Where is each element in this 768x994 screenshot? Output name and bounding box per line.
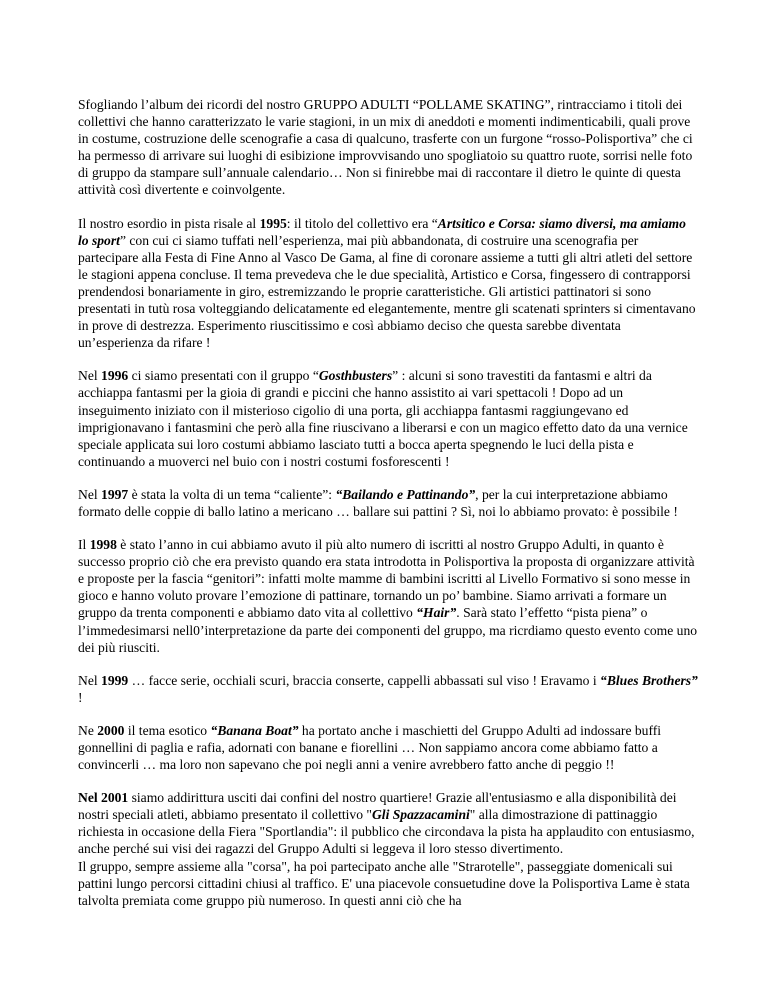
collective-title-1997: “Bailando e Pattinando”: [335, 486, 476, 502]
paragraph-2000: Ne 2000 il tema esotico “Banana Boat” ha portato anche i maschietti del Gruppo Adulti ad indossare buffi gonnellini di paglia e rafia, adornati con banane e fiorellini … Non sappiamo ancora come abbiamo fatto a convincerli … ma loro non sapevano che poi negli anni a venire avrebbero fatto anche di peggio !!: [78, 722, 662, 773]
paragraph-1997: Nel 1997 è stata la volta di un tema “caliente”: “Bailando e Pattinando”, per la cui interpretazione abbiamo formato delle coppie di ballo latino a mericano … ballare sui pattini ? Sì, noi lo abbiamo provato: è possibile !: [78, 486, 678, 519]
collective-title-2000: “Banana Boat”: [210, 722, 299, 738]
paragraph-2001: Nel 2001 siamo addirittura usciti dai confini del nostro quartiere! Grazie all'entusiasmo e alla disponibilità dei nostri speciali atleti, abbiamo presentato il collettivo "Gli Spazzacamini" alla dimostrazione di pattinaggio richiesta in occasione della Fiera "Sportlandia": il pubblico che circondava la pista ha applaudito con entusiasmo, anche perché sui visi dei ragazzi del Gruppo Adulti si leggeva il loro stesso divertimento.: [78, 790, 695, 857]
year-1998: 1998: [89, 537, 117, 553]
document-page: [78, 96, 698, 909]
paragraph-1999: Nel 1999 … facce serie, occhiali scuri, braccia conserte, cappelli abbassati sul viso ! Eravamo i “Blues Brothers” !: [78, 672, 698, 705]
collective-title-1999: “Blues Brothers”: [600, 672, 698, 688]
collective-title-1998: “Hair”: [416, 605, 457, 621]
collective-title-2001: Gli Spazzacamini: [371, 807, 470, 823]
paragraph-1995: Il nostro esordio in pista risale al 1995: il titolo del collettivo era “Artsitico e Corsa: siamo diversi, ma amiamo lo sport” con cui ci siamo tuffati nell’esperienza, mai più abbandonata, di costruire una scenografia per partecipare alla Festa di Fine Anno al Vasco De Gama, al fine di coronare assieme a tutti gli altri atleti del settore le stagioni appena concluse. Il tema prevedeva che le due specialità, Artistico e Corsa, fingessero di contrapporsi prendendosi bonariamente in giro, estremizzando le proprie caratteristiche. Gli artistici pattinatori si sono presentati in tutù rosa volteggiando delicatamente ed elegantemente, mentre gli scatenati sprinters si cimentavano in prove di destrezza. Esperimento riuscitissimo e così abbiamo deciso che questa sarebbe diventata un’esperienza da rifare !: [78, 215, 696, 351]
year-1997: 1997: [101, 486, 129, 502]
paragraph-1998: Il 1998 è stato l’anno in cui abbiamo avuto il più alto numero di iscritti al nostro Gruppo Adulti, in quanto è successo proprio ciò che era previsto quando era stata introdotta in Polisportiva la proposta di organizzare attività e proposte per la fascia “genitori”: infatti molte mamme di bambini iscritti al Livello Formativo si sono messe in gioco e hanno voluto provare l’emozione di pattinare, tornando un po’ bambine. Siamo arrivati a formare un gruppo da trenta componenti e abbiamo dato vita al collettivo “Hair”. Sarà stato l’effetto “pista piena” o l’immedesimarsi nell0’interpretazione da parte dei componenti del gruppo, ma ricrdiamo questo evento come uno dei più riusciti.: [78, 537, 698, 655]
year-2001: Nel 2001: [78, 790, 129, 806]
collective-title-1995: Artsitico e Corsa: siamo diversi, ma amiamo lo sport: [78, 215, 686, 248]
year-1995: 1995: [259, 215, 287, 231]
year-1999: 1999: [101, 672, 129, 688]
paragraph-intro: Sfogliando l’album dei ricordi del nostro GRUPPO ADULTI “POLLAME SKATING”, rintracciamo i titoli dei collettivi che hanno caratterizzato le varie stagioni, in un mix di aneddoti e momenti indimenticabili, quali prove in costume, costruzione delle scenografie a casa di qualcuno, trasferte con un furgone “rosso-Polisportiva” che ci ha permesso di arrivare sui luoghi di esibizione improvvisando uno spogliatoio su quattro ruote, sorrisi nelle foto di gruppo da stampare sull’annuale calendario… Non si finirebbe mai di raccontare il dietro le quinte di questa attività così divertente e coinvolgente.: [78, 97, 693, 198]
year-1996: 1996: [101, 368, 129, 384]
collective-title-1996: Gosthbusters: [318, 368, 393, 384]
paragraph-strarotelle: Il gruppo, sempre assieme alla "corsa", ha poi partecipato anche alle "Strarotelle", passeggiate domenicali sui pattini lungo percorsi cittadini chiusi al traffico. E' una piacevole consuetudine dove la Polisportiva Lame è stata talvolta premiata come gruppo più numeroso. In questi anni ciò che ha: [78, 858, 690, 908]
year-2000: 2000: [97, 722, 125, 738]
paragraph-1996: Nel 1996 ci siamo presentati con il gruppo “Gosthbusters” : alcuni si sono travestiti da fantasmi e altri da acchiappa fantasmi per la gioia di grandi e piccini che hanno assistito ai vari spettacoli ! Dopo ad un inseguimento iniziato con il misterioso cigolio di una porta, gli acchiappa fantasmi raggiungevano ed imprigionavano i fantasmini che però alla fine riuscivano a liberarsi e con un magico effetto dato da una vernice speciale applicata sui loro costumi abbiamo lasciato tutti a bocca aperta spegnendo le luci della pista e continuando a muoverci nel buio con i nostri costumi fosforescenti !: [78, 368, 688, 469]
